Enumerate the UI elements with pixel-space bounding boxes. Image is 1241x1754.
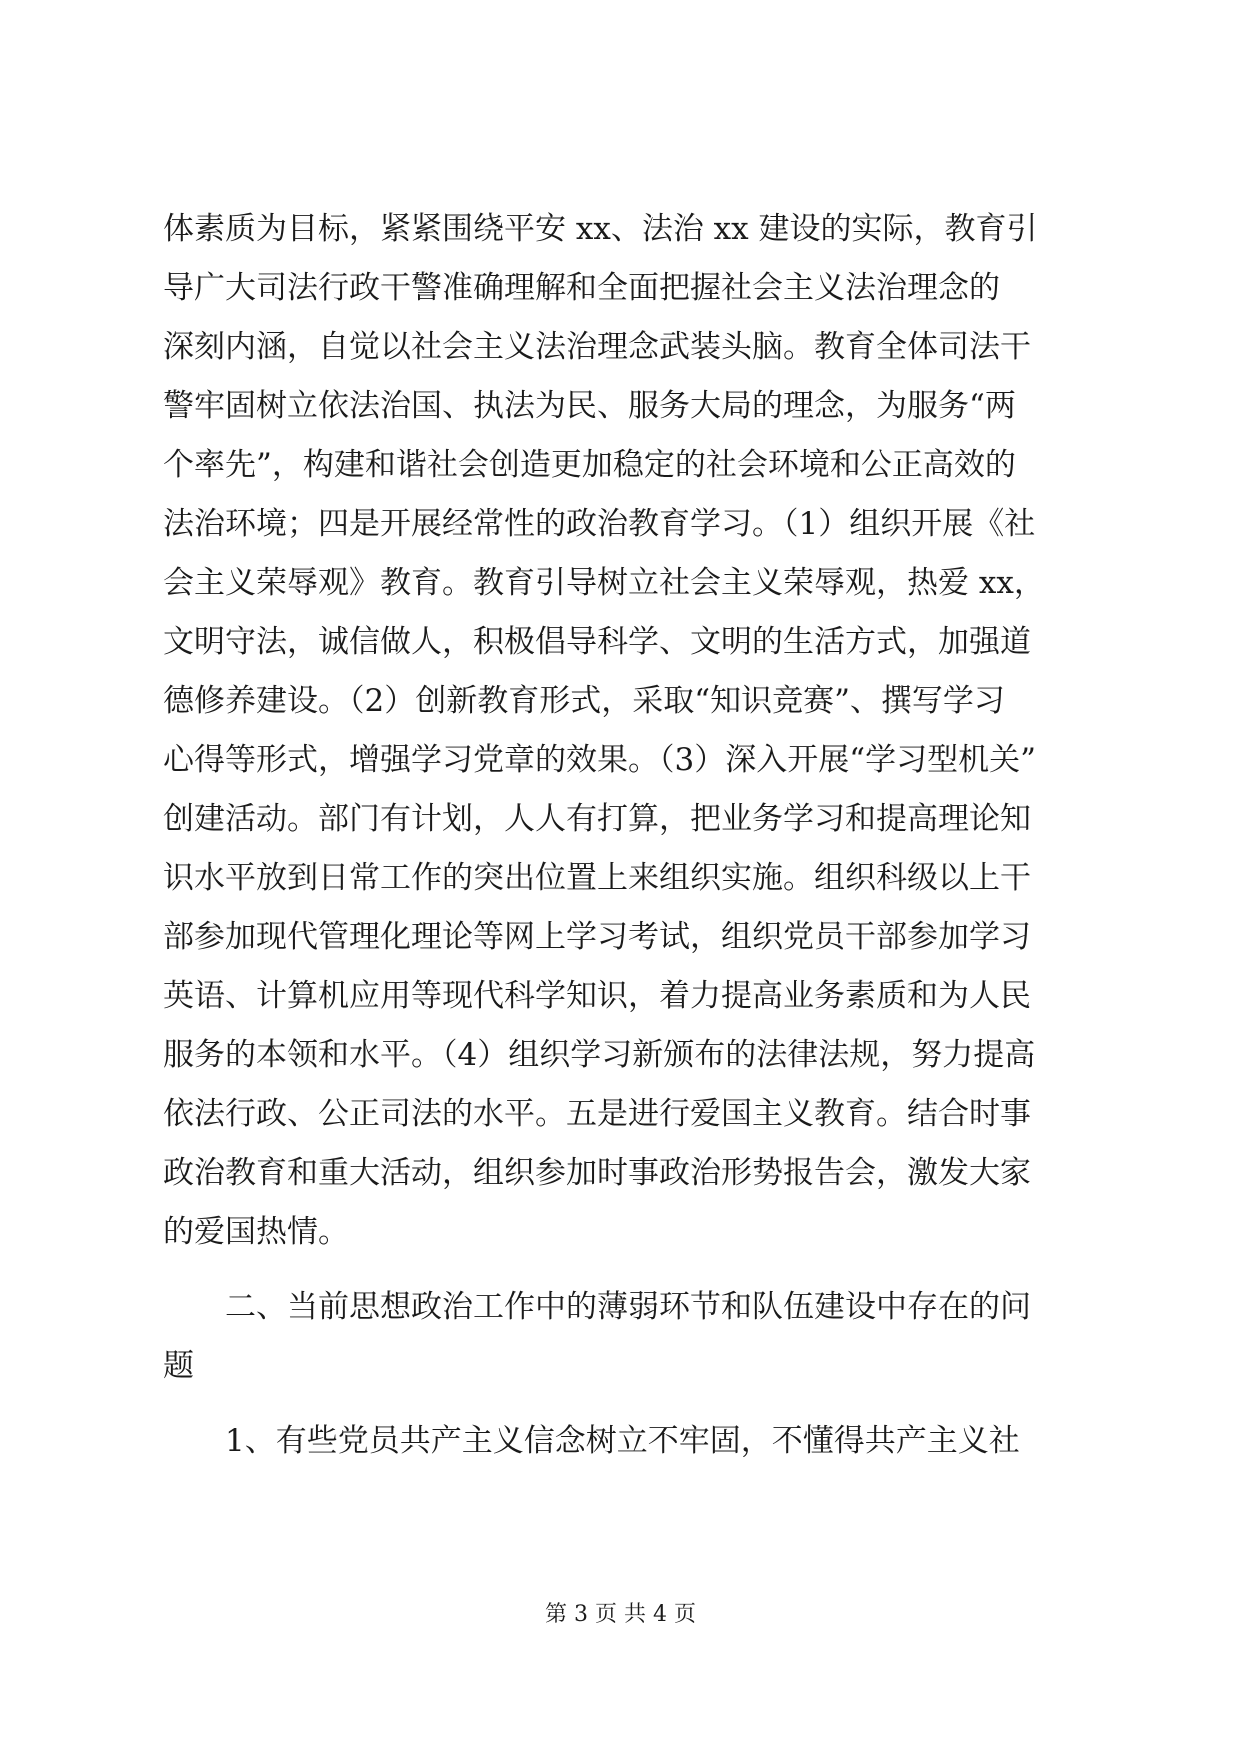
text-line: 识水平放到日常工作的突出位置上来组织实施。组织科级以上干 [163, 860, 1031, 896]
text-line: 创建活动。部门有计划，人人有打算，把业务学习和提高理论知 [163, 801, 1031, 837]
paragraph-1 [163, 200, 1083, 1262]
text-line: 体素质为目标，紧紧围绕平安 xx、法治 xx 建设的实际，教育引 [163, 211, 1038, 247]
page-number-footer: 第 3 页 共 4 页 [545, 1602, 696, 1627]
text-line: 导广大司法行政干警准确理解和全面把握社会主义法治理念的 [163, 270, 1000, 306]
text-line: 部参加现代管理化理论等网上学习考试，组织党员干部参加学习 [163, 919, 1031, 955]
list-item-1 [163, 1412, 1083, 1471]
heading-line: 题 [163, 1348, 194, 1384]
text-line: 英语、计算机应用等现代科学知识，着力提高业务素质和为人民 [163, 978, 1031, 1014]
section-heading-2 [163, 1278, 1083, 1396]
text-line: 依法行政、公正司法的水平。五是进行爱国主义教育。结合时事 [163, 1096, 1031, 1132]
paragraph-spacer [163, 1262, 1083, 1278]
text-line: 政治教育和重大活动，组织参加时事政治形势报告会，激发大家 [163, 1155, 1031, 1191]
document-body [163, 200, 1083, 1471]
heading-line: 二、当前思想政治工作中的薄弱环节和队伍建设中存在的问 [225, 1289, 1031, 1325]
text-line: 个率先”，构建和谐社会创造更加稳定的社会环境和公正高效的 [163, 447, 1016, 483]
text-line: 1、有些党员共产主义信念树立不牢固，不懂得共产主义社 [225, 1423, 1020, 1459]
text-line: 法治环境；四是开展经常性的政治教育学习。（1）组织开展《社 [163, 506, 1036, 542]
text-line: 深刻内涵，自觉以社会主义法治理念武装头脑。教育全体司法干 [163, 329, 1031, 365]
text-line: 文明守法，诚信做人，积极倡导科学、文明的生活方式，加强道 [163, 624, 1031, 660]
text-line: 会主义荣辱观》教育。教育引导树立社会主义荣辱观，热爱 xx， [163, 565, 1045, 601]
text-line: 警牢固树立依法治国、执法为民、服务大局的理念，为服务“两 [163, 388, 1016, 424]
text-line: 的爱国热情。 [163, 1214, 349, 1250]
text-line: 心得等形式，增强学习党章的效果。（3）深入开展“学习型机关” [163, 742, 1036, 778]
paragraph-spacer [163, 1396, 1083, 1412]
text-line: 德修养建设。（2）创新教育形式，采取“知识竞赛”、撰写学习 [163, 683, 1005, 719]
text-line: 服务的本领和水平。（4）组织学习新颁布的法律法规，努力提高 [163, 1037, 1036, 1073]
